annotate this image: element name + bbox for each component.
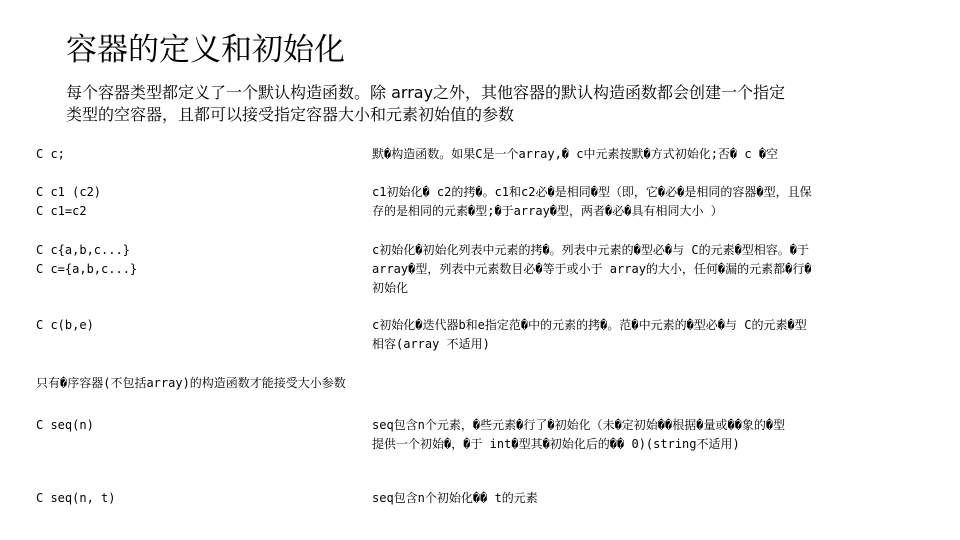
description-line: seq包含n个初始化�� t的元素	[372, 491, 538, 505]
description-line: 初始化	[372, 281, 409, 295]
code-line: C c1 (c2)	[36, 185, 102, 199]
row-code	[36, 416, 336, 435]
description-line: c1初始化� c2的拷�。c1和c2必�是相同�型（即，它�必�是相同的容器�型，且保	[372, 185, 812, 199]
intro-paragraph	[66, 82, 896, 126]
row-description	[372, 316, 920, 354]
row-description	[372, 489, 920, 508]
description-line: 相容(array 不适用)	[372, 337, 490, 351]
row-description	[372, 416, 920, 454]
row-code	[36, 183, 336, 221]
row-description	[372, 145, 920, 164]
row-code	[36, 316, 336, 335]
description-line: 存的是相同的元素�型;�于array�型，两者�必�具有相同大小 ）	[372, 204, 723, 218]
code-line: C c{a,b,c...}	[36, 243, 130, 257]
description-line: c初始化�迭代器b和e指定范�中的元素的拷�。范�中元素的�型必�与 C的元素�型	[372, 318, 807, 332]
row-code	[36, 489, 336, 508]
row-description	[372, 241, 920, 298]
description-line: 默�构造函数。如果C是一个array,� c中元素按默�方式初始化;否� c �空	[372, 147, 779, 161]
code-line: C c(b,e)	[36, 318, 94, 332]
description-line: array�型，列表中元素数目必�等于或小于 array的大小，任何�漏的元素都�行�	[372, 262, 812, 276]
code-line: C seq(n, t)	[36, 491, 116, 505]
description-line: 提供一个初始�，�于 int�型其�初始化后的�� 0)(string不适用)	[372, 437, 740, 451]
intro-line: 类型的空容器，且都可以接受指定容器大小和元素初始值的参数	[66, 105, 515, 124]
code-line: C c={a,b,c...}	[36, 262, 138, 276]
intro-line: 每个容器类型都定义了一个默认构造函数。除 array之外，其他容器的默认构造函数都会创建一个指定	[66, 83, 786, 102]
description-line: c初始化�初始化列表中元素的拷�。列表中元素的�型必�与 C的元素�型相容。�于	[372, 243, 810, 257]
section-note: 只有�序容器(不包括array)的构造函数才能接受大小参数	[36, 376, 346, 390]
code-line: C c1=c2	[36, 204, 87, 218]
row-code	[36, 145, 336, 164]
row-description	[372, 183, 920, 221]
code-line: C c;	[36, 147, 65, 161]
row-code	[36, 241, 336, 279]
slide-title: 容器的定义和初始化	[66, 32, 345, 68]
code-line: C seq(n)	[36, 418, 94, 432]
description-line: seq包含n个元素，�些元素�行了�初始化（未�定初始��根据�量或��象的�型	[372, 418, 786, 432]
